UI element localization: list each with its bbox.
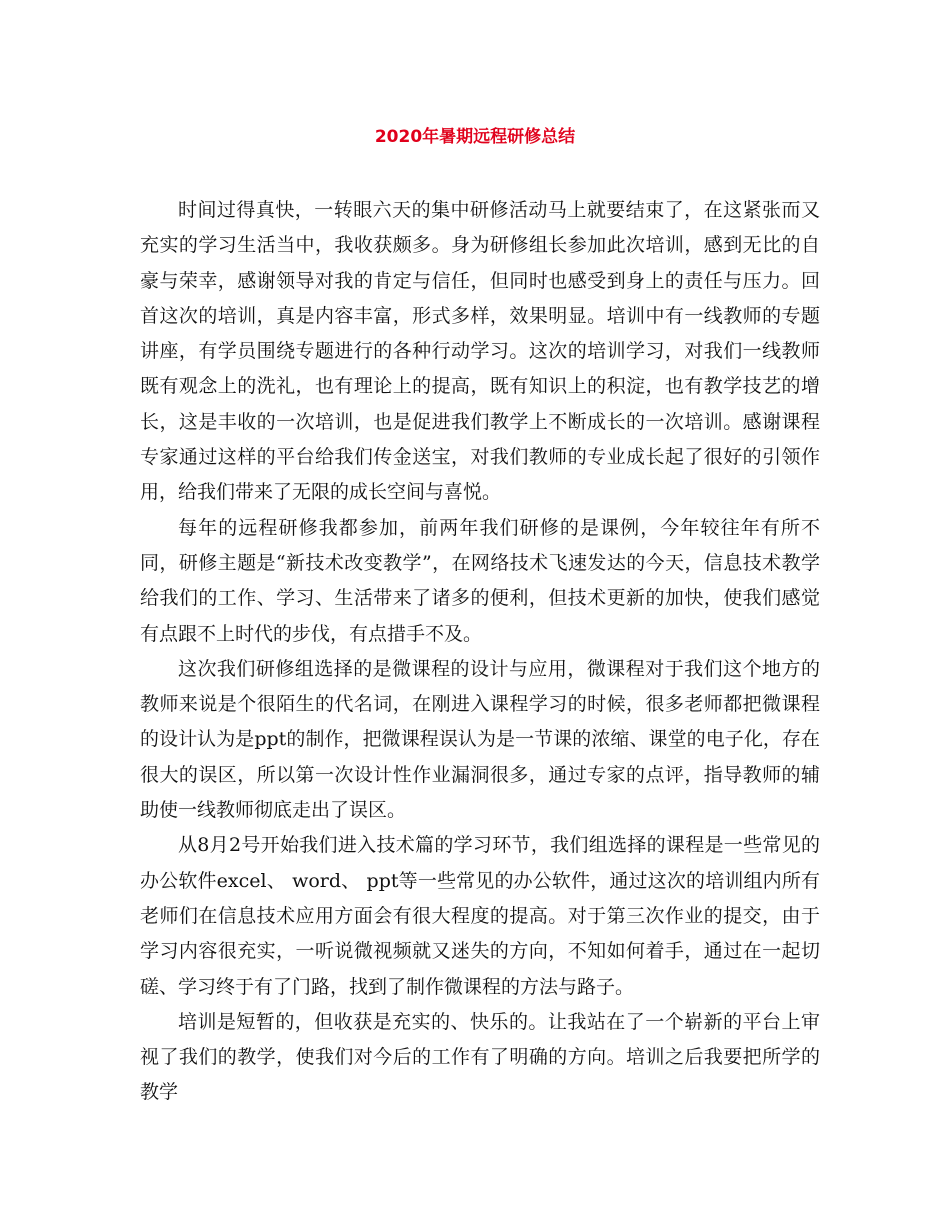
document-title: 2020年暑期远程研修总结 bbox=[374, 127, 576, 147]
paragraph-4: 从8月2号开始我们进入技术篇的学习环节，我们组选择的课程是一些常见的办公软件excel、 word、 ppt等一些常见的办公软件，通过这次的培训组内所有老师们在信息技术应用方面会有很大程度的提高。对于第三次作业的提交，由于学习内容很充实，一听说微视频就又迷失的方向，不知如何着手，通过在一起切磋、学习终于有了门路，找到了制作微课程的方法与路子。 bbox=[140, 834, 820, 998]
paragraph-2: 每年的远程研修我都参加，前两年我们研修的是课例，今年较往年有所不同，研修主题是“新技术改变教学”，在网络技术飞速发达的今天，信息技术教学给我们的工作、学习、生活带来了诸多的便利，但技术更新的加快，使我们感觉有点跟不上时代的步伐，有点措手不及。 bbox=[140, 516, 820, 645]
paragraph-3: 这次我们研修组选择的是微课程的设计与应用，微课程对于我们这个地方的教师来说是个很陌生的代名词，在刚进入课程学习的时候，很多老师都把微课程的设计认为是ppt的制作，把微课程误认为是一节课的浓缩、课堂的电子化，存在很大的误区，所以第一次设计性作业漏洞很多，通过专家的点评，指导教师的辅助使一线教师彻底走出了误区。 bbox=[140, 657, 820, 822]
document-body bbox=[140, 193, 820, 1111]
paragraph-1: 时间过得真快，一转眼六天的集中研修活动马上就要结束了，在这紧张而又充实的学习生活当中，我收获颇多。身为研修组长参加此次培训，感到无比的自豪与荣幸，感谢领导对我的肯定与信任，但同时也感受到身上的责任与压力。回首这次的培训，真是内容丰富，形式多样，效果明显。培训中有一线教师的专题讲座，有学员围绕专题进行的各种行动学习。这次的培训学习，对我们一线教师既有观念上的洗礼，也有理论上的提高，既有知识上的积淀，也有教学技艺的增长，这是丰收的一次培训，也是促进我们教学上不断成长的一次培训。感谢课程专家通过这样的平台给我们传金送宝，对我们教师的专业成长起了很好的引领作用，给我们带来了无限的成长空间与喜悦。 bbox=[140, 199, 820, 504]
paragraph-5: 培训是短暂的，但收获是充实的、快乐的。让我站在了一个崭新的平台上审视了我们的教学，使我们对今后的工作有了明确的方向。培训之后我要把所学的教学 bbox=[140, 1010, 820, 1104]
